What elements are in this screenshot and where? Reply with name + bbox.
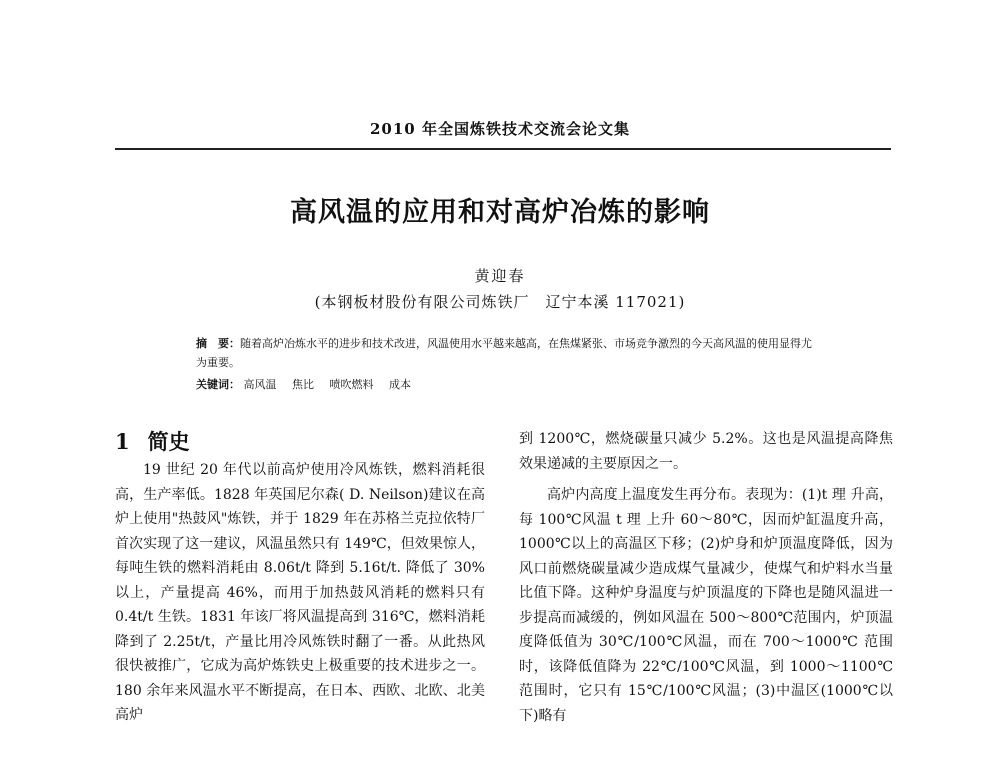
section-title: 简史 (147, 429, 190, 454)
section-heading (115, 426, 190, 456)
body-paragraph: 到 1200℃，燃烧碳量只减少 5.2%。这也是风温提高降焦效果递减的主要原因之一。 (519, 431, 893, 472)
header-divider (115, 148, 891, 150)
paper-title: 高风温的应用和对高炉冶炼的影响 (290, 197, 710, 228)
keyword: 喷吹燃料 (329, 378, 374, 391)
proceedings-header: 2010 年全国炼铁技术交流会论文集 (370, 120, 630, 138)
keywords-block (196, 376, 816, 394)
keyword: 成本 (389, 378, 411, 391)
section-number: 1 (115, 429, 130, 454)
keyword: 高风温 (243, 378, 277, 391)
left-column (115, 458, 485, 728)
abstract-label: 摘 要： (196, 337, 240, 350)
body-paragraph: 19 世纪 20 年代以前高炉使用冷风炼铁，燃料消耗很高，生产率低。1828 年英国尼尔森( D. Neilson)建议在高炉上使用"热鼓风"炼铁，并于 1829 年在苏格兰克拉依特厂首次实现了这一建议，风温虽然只有 149℃，但效果惊人，每吨生铁的燃料消耗由 8.06t/t 降到 5.16t/t. 降低了 30%以上，产量提高 46%，而用于加热鼓风消耗的燃料只有 0.4t/t 生铁。1831 年该厂将风温提高到 316℃，燃料消耗降到了 2.25t/t，产量比用冷风炼铁时翻了一番。从此热风很快被推广，它成为高炉炼铁史上极重要的技术进步之一。180 余年来风温水平不断提高，在日本、西欧、北欧、北美高炉 (115, 462, 485, 723)
keywords-label: 关键词： (196, 378, 240, 391)
abstract-block (196, 334, 816, 372)
author-affiliation: (本钢板材股份有限公司炼铁厂 辽宁本溪 117021) (314, 293, 686, 311)
right-column (519, 427, 893, 728)
body-paragraph: 高炉内高度上温度发生再分布。表现为：(1)t 理 升高，每 100℃风温 t 理 上升 60～80℃，因而炉缸温度升高，1000℃以上的高温区下移；(2)炉身和炉顶温度降低，因为风口前燃烧碳量减少造成煤气量减少，使煤气和炉料水当量比值下降。这种炉身温度与炉顶温度的下降也是随风温进一步提高而减缓的，例如风温在 500～800℃范围内，炉顶温度降低值为 30℃/100℃风温，而在 700～1000℃ 范围时，该降低值降为 22℃/100℃风温，到 1000～1100℃ 范围时，它只有 15℃/100℃风温；(3)中温区(1000℃以下)略有 (519, 487, 893, 724)
abstract-text: 随着高炉冶炼水平的进步和技术改进，风温使用水平越来越高，在焦煤紧张、市场竞争激烈的今天高风温的使用显得尤为重要。 (196, 337, 812, 369)
keyword: 焦比 (292, 378, 314, 391)
author-name: 黄迎春 (474, 267, 526, 285)
